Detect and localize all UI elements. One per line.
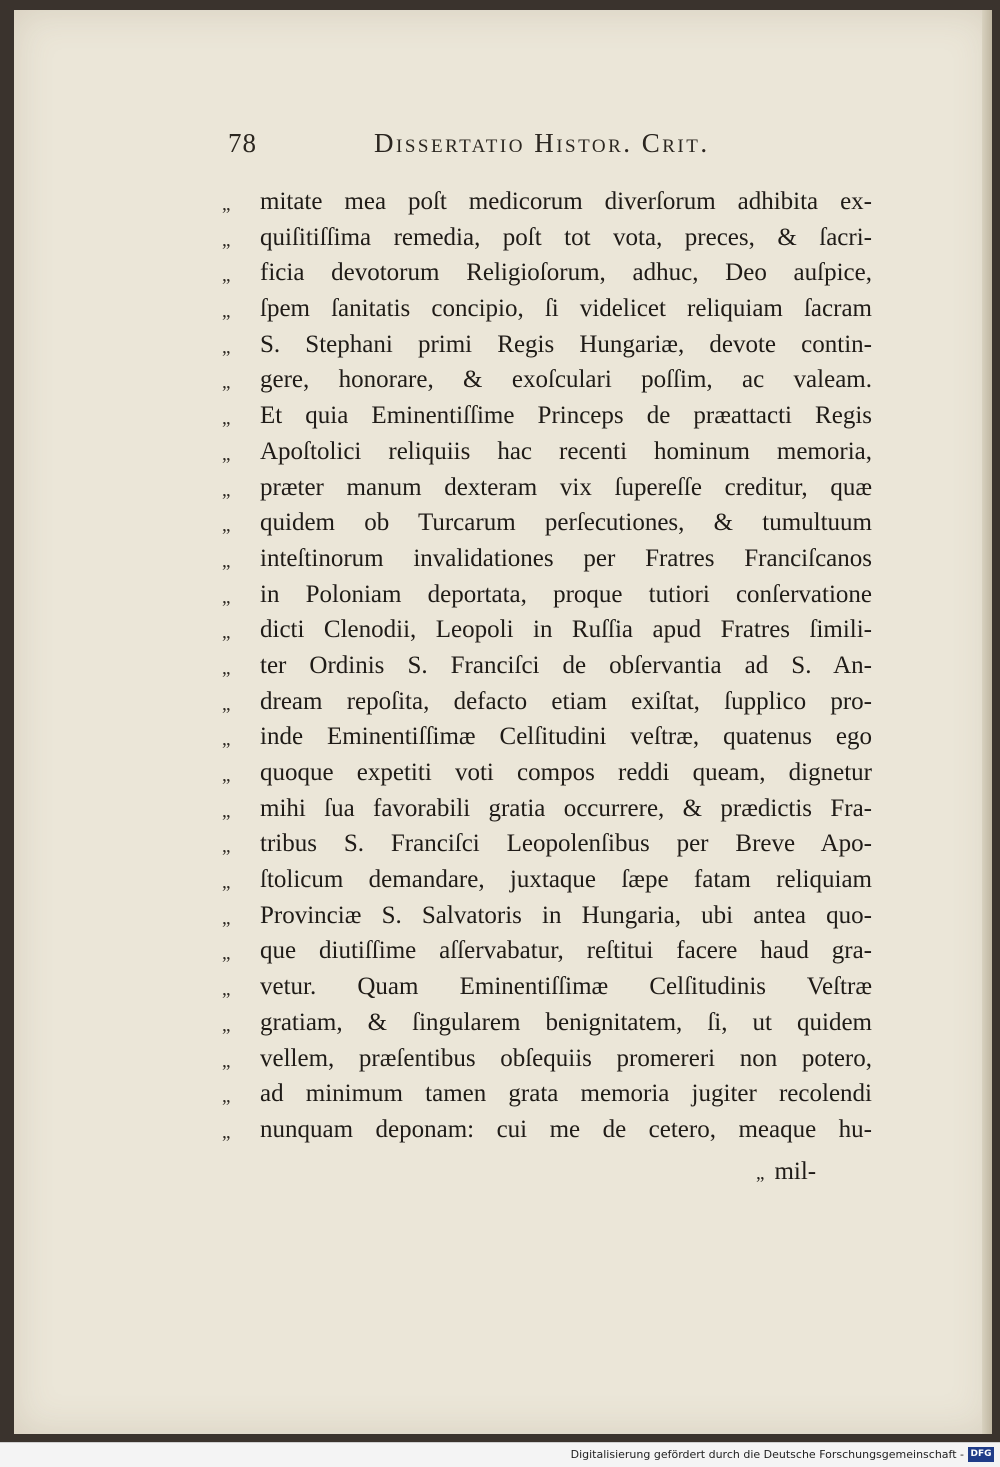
quote-mark: „ xyxy=(222,586,231,608)
text-line xyxy=(222,898,882,934)
quote-mark: „ xyxy=(222,907,231,929)
line-text: mitate mea poſt medicorum diverſorum adhibita ex- xyxy=(260,188,872,215)
text-line xyxy=(222,291,882,327)
text-line xyxy=(222,719,882,755)
line-text: quoque expetiti voti compos reddi queam, dignetur xyxy=(260,759,872,786)
quote-mark: „ xyxy=(222,265,231,287)
line-text: inde Eminentiſſimæ Celſitudini veſtræ, quatenus ego xyxy=(260,723,872,751)
line-text: vellem, præſentibus obſequiis promereri non potero, xyxy=(260,1044,872,1072)
line-text: quidem ob Turcarum perſecutiones, & tumultuum xyxy=(260,509,872,537)
quote-mark: „ xyxy=(222,550,231,572)
text-line xyxy=(222,541,882,577)
footer-bar xyxy=(0,1442,1000,1467)
catchword xyxy=(756,1158,816,1186)
line-text: in Poloniam deportata, proque tutiori conſervatione xyxy=(260,580,872,608)
catchword-quote-mark: „ xyxy=(756,1163,765,1184)
quote-mark: „ xyxy=(222,1121,231,1143)
text-line xyxy=(222,684,882,720)
text-line xyxy=(222,327,882,363)
body-text xyxy=(222,184,882,1148)
quote-mark: „ xyxy=(222,943,231,965)
text-line xyxy=(222,648,882,684)
line-text: Apoſtolici reliquiis hac recenti hominum memoria, xyxy=(260,437,872,465)
quote-mark: „ xyxy=(222,1086,231,1108)
line-text: dream repoſita, defacto etiam exiſtat, ſupplico pro- xyxy=(260,687,872,715)
text-line xyxy=(222,1112,882,1148)
quote-mark: „ xyxy=(222,729,231,751)
text-line xyxy=(222,362,882,398)
quote-mark: „ xyxy=(222,657,231,679)
line-text: ſpem ſanitatis concipio, ſi videlicet reliquiam ſacram xyxy=(260,295,872,323)
line-text: ter Ordinis S. Franciſci de obſervantia ad S. An- xyxy=(260,651,872,679)
text-line xyxy=(222,1005,882,1041)
line-text: S. Stephani primi Regis Hungariæ, devote contin- xyxy=(260,330,872,358)
line-text: Et quia Eminentiſſime Princeps de præattacti Regis xyxy=(260,402,872,430)
quote-mark: „ xyxy=(222,1050,231,1072)
line-text: ſtolicum demandare, juxtaque ſæpe fatam reliquiam xyxy=(260,866,872,894)
quote-mark: „ xyxy=(222,800,231,822)
text-line xyxy=(222,826,882,862)
quote-mark: „ xyxy=(222,622,231,644)
quote-mark: „ xyxy=(222,872,231,894)
text-line xyxy=(222,398,882,434)
quote-mark: „ xyxy=(222,693,231,715)
text-line xyxy=(222,434,882,470)
line-text: ad minimum tamen grata memoria jugiter recolendi xyxy=(260,1080,872,1108)
line-text: mihi ſua favorabili gratia occurrere, & prædictis Fra- xyxy=(260,794,872,822)
line-text: quiſitiſſima remedia, poſt tot vota, preces, & ſacri- xyxy=(260,223,872,251)
line-text: ficia devotorum Religioſorum, adhuc, Deo auſpice, xyxy=(260,259,872,287)
text-line xyxy=(222,577,882,613)
dfg-logo: DFG xyxy=(968,1447,994,1462)
quote-mark: „ xyxy=(222,229,231,251)
text-line xyxy=(222,612,882,648)
text-line xyxy=(222,505,882,541)
quote-mark: „ xyxy=(222,336,231,358)
running-head: Dissertatio Histor. Crit. xyxy=(374,128,710,158)
page-number: 78 xyxy=(228,128,257,158)
catchword-text: mil- xyxy=(774,1158,817,1185)
text-line xyxy=(222,470,882,506)
quote-mark: „ xyxy=(222,408,231,430)
quote-mark: „ xyxy=(222,479,231,501)
line-text: tribus S. Franciſci Leopolenſibus per Breve Apo- xyxy=(260,830,872,858)
page-edge xyxy=(982,10,992,1434)
line-text: inteſtinorum invalidationes per Fratres Franciſcanos xyxy=(260,544,872,572)
line-text: Provinciæ S. Salvatoris in Hungaria, ubi antea quo- xyxy=(260,901,872,929)
text-line xyxy=(222,1076,882,1112)
text-line xyxy=(222,184,882,220)
text-line xyxy=(222,255,882,291)
line-text: gere, honorare, & exoſculari poſſim, ac valeam. xyxy=(260,366,872,394)
line-text: que diutiſſime aſſervabatur, reſtitui facere haud gra- xyxy=(260,937,872,965)
quote-mark: „ xyxy=(222,194,231,215)
line-text: præter manum dexteram vix ſupereſſe creditur, quæ xyxy=(260,473,872,501)
quote-mark: „ xyxy=(222,836,231,858)
quote-mark: „ xyxy=(222,301,231,323)
quote-mark: „ xyxy=(222,765,231,786)
line-text: nunquam deponam: cui me de cetero, meaque hu- xyxy=(260,1115,872,1143)
line-text: dicti Clenodii, Leopoli in Ruſſia apud Fratres ſimili- xyxy=(260,616,872,644)
text-line xyxy=(222,791,882,827)
quote-mark: „ xyxy=(222,979,231,1001)
line-text: gratiam, & ſingularem benignitatem, ſi, ut quidem xyxy=(260,1008,872,1036)
page-header xyxy=(214,128,770,168)
text-line xyxy=(222,969,882,1005)
text-line xyxy=(222,862,882,898)
text-line xyxy=(222,933,882,969)
quote-mark: „ xyxy=(222,372,231,394)
text-line xyxy=(222,220,882,256)
quote-mark: „ xyxy=(222,515,231,537)
funding-credit: Digitalisierung gefördert durch die Deutsche Forschungsgemeinschaft - xyxy=(570,1448,964,1461)
line-text: vetur. Quam Eminentiſſimæ Celſitudinis Veſtræ xyxy=(260,973,872,1001)
text-line xyxy=(222,755,882,791)
quote-mark: „ xyxy=(222,443,231,465)
quote-mark: „ xyxy=(222,1014,231,1036)
text-line xyxy=(222,1041,882,1077)
